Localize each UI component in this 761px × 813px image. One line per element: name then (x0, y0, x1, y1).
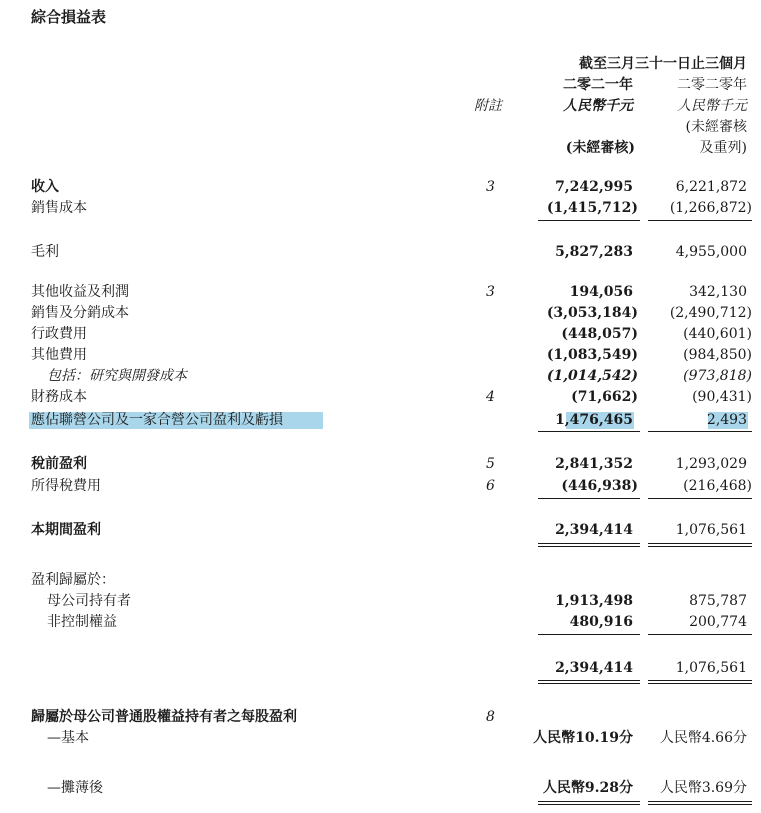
row-value-2021: 人民幣10.19分 (533, 730, 633, 746)
subtotal-rule (648, 431, 752, 432)
total-double-rule (648, 801, 752, 802)
row-value-2021: (448,057) (561, 326, 638, 342)
row-label: 其他費用 (31, 347, 87, 363)
row-label: 行政費用 (31, 326, 87, 342)
row-label: 母公司持有者 (47, 593, 131, 609)
row-label: 毛利 (31, 244, 59, 260)
subtotal-rule (648, 220, 752, 221)
subtotal-rule (538, 634, 640, 635)
row-label: 所得稅費用 (31, 478, 101, 494)
row-value-2021: 194,056 (569, 284, 633, 300)
row-value-2020-selected[interactable]: 2,493 (706, 412, 747, 428)
col-2021-year: 二零二一年 (563, 77, 633, 93)
note-column-header: 附註 (474, 98, 502, 114)
total-double-rule (538, 543, 640, 544)
total-double-rule (538, 804, 640, 805)
row-value-2020: (2,490,712) (669, 305, 752, 321)
row-value-2020: (90,431) (692, 389, 752, 405)
subtotal-rule (648, 634, 752, 635)
total-double-rule (648, 680, 752, 681)
col-2021-status: (未經審核) (565, 140, 635, 156)
row-value-2021: (446,938) (561, 478, 638, 494)
row-value-2021: 1,913,498 (555, 593, 633, 609)
row-label: 銷售及分銷成本 (31, 305, 129, 321)
total-double-rule (538, 680, 640, 681)
row-value-2020: 1,076,561 (675, 660, 747, 676)
row-value-2020: 875,787 (689, 593, 747, 609)
row-value-2020: 人民幣4.66分 (659, 730, 747, 746)
total-double-rule (648, 543, 752, 544)
row-label: 收入 (31, 179, 59, 195)
row-value-2020: 4,955,000 (675, 244, 747, 260)
row-value-2021: 480,916 (569, 614, 633, 630)
total-double-rule (648, 804, 752, 805)
row-label: 本期間盈利 (31, 522, 101, 538)
row-label: 包括：研究與開發成本 (47, 368, 187, 384)
row-note: 8 (486, 709, 495, 725)
row-value-2020: (973,818) (683, 368, 752, 384)
row-label-selected[interactable]: 應佔聯營公司及一家合營公司盈利及虧損 (31, 412, 283, 428)
row-note: 4 (486, 389, 495, 405)
row-value-2020: (216,468) (683, 478, 752, 494)
subtotal-rule (648, 498, 752, 499)
subtotal-rule (538, 220, 640, 221)
row-value-2020: (440,601) (683, 326, 752, 342)
row-value-2021-selected[interactable]: 1,476,465 (555, 412, 633, 428)
total-double-rule (648, 683, 752, 684)
row-value-2021: (1,415,712) (546, 200, 638, 216)
row-label: —攤薄後 (47, 780, 103, 796)
total-double-rule (538, 801, 640, 802)
row-label: 銷售成本 (31, 200, 87, 216)
section-label: 歸屬於母公司普通股權益持有者之每股盈利 (31, 709, 297, 725)
row-value-2021: (1,014,542) (546, 368, 638, 384)
row-label: 稅前盈利 (31, 456, 87, 472)
row-label: 其他收益及利潤 (31, 284, 129, 300)
total-double-rule (538, 683, 640, 684)
page-title: 綜合損益表 (31, 8, 107, 26)
row-value-2020: 342,130 (689, 284, 747, 300)
row-label: 非控制權益 (47, 614, 117, 630)
row-note: 3 (486, 179, 495, 195)
total-double-rule (538, 546, 640, 547)
col-2020-status-line2: 及重列) (699, 140, 747, 156)
row-value-2021: 人民幣9.28分 (542, 780, 633, 796)
row-value-2020: 200,774 (689, 614, 747, 630)
row-note: 6 (486, 478, 495, 494)
row-value-2020: (984,850) (683, 347, 752, 363)
row-value-2021: 5,827,283 (555, 244, 633, 260)
col-2020-status-line1: (未經審核 (685, 119, 747, 135)
row-value-2020: (1,266,872) (669, 200, 752, 216)
subtotal-rule (538, 431, 640, 432)
row-value-2021: 2,394,414 (555, 660, 633, 676)
row-value-2020: 1,076,561 (675, 522, 747, 538)
row-value-2021: 2,841,352 (555, 456, 633, 472)
row-value-2021: (71,662) (571, 389, 638, 405)
row-label: 財務成本 (31, 389, 87, 405)
subtotal-rule (538, 498, 640, 499)
row-value-2020: 1,293,029 (675, 456, 747, 472)
row-note: 5 (486, 456, 495, 472)
period-header: 截至三月三十一日止三個月 (579, 56, 747, 72)
col-2020-year: 二零二零年 (677, 77, 747, 93)
total-double-rule (648, 546, 752, 547)
row-note: 3 (486, 284, 495, 300)
row-label: —基本 (47, 730, 89, 746)
row-value-2021: 7,242,995 (555, 179, 633, 195)
section-label: 盈利歸屬於： (31, 572, 115, 588)
col-2020-unit: 人民幣千元 (677, 98, 747, 114)
row-value-2020: 人民幣3.69分 (659, 780, 747, 796)
row-value-2021: 2,394,414 (555, 522, 633, 538)
row-value-2021: (1,083,549) (546, 347, 638, 363)
row-value-2020: 6,221,872 (675, 179, 747, 195)
col-2021-unit: 人民幣千元 (563, 98, 633, 114)
row-value-2021: (3,053,184) (546, 305, 638, 321)
